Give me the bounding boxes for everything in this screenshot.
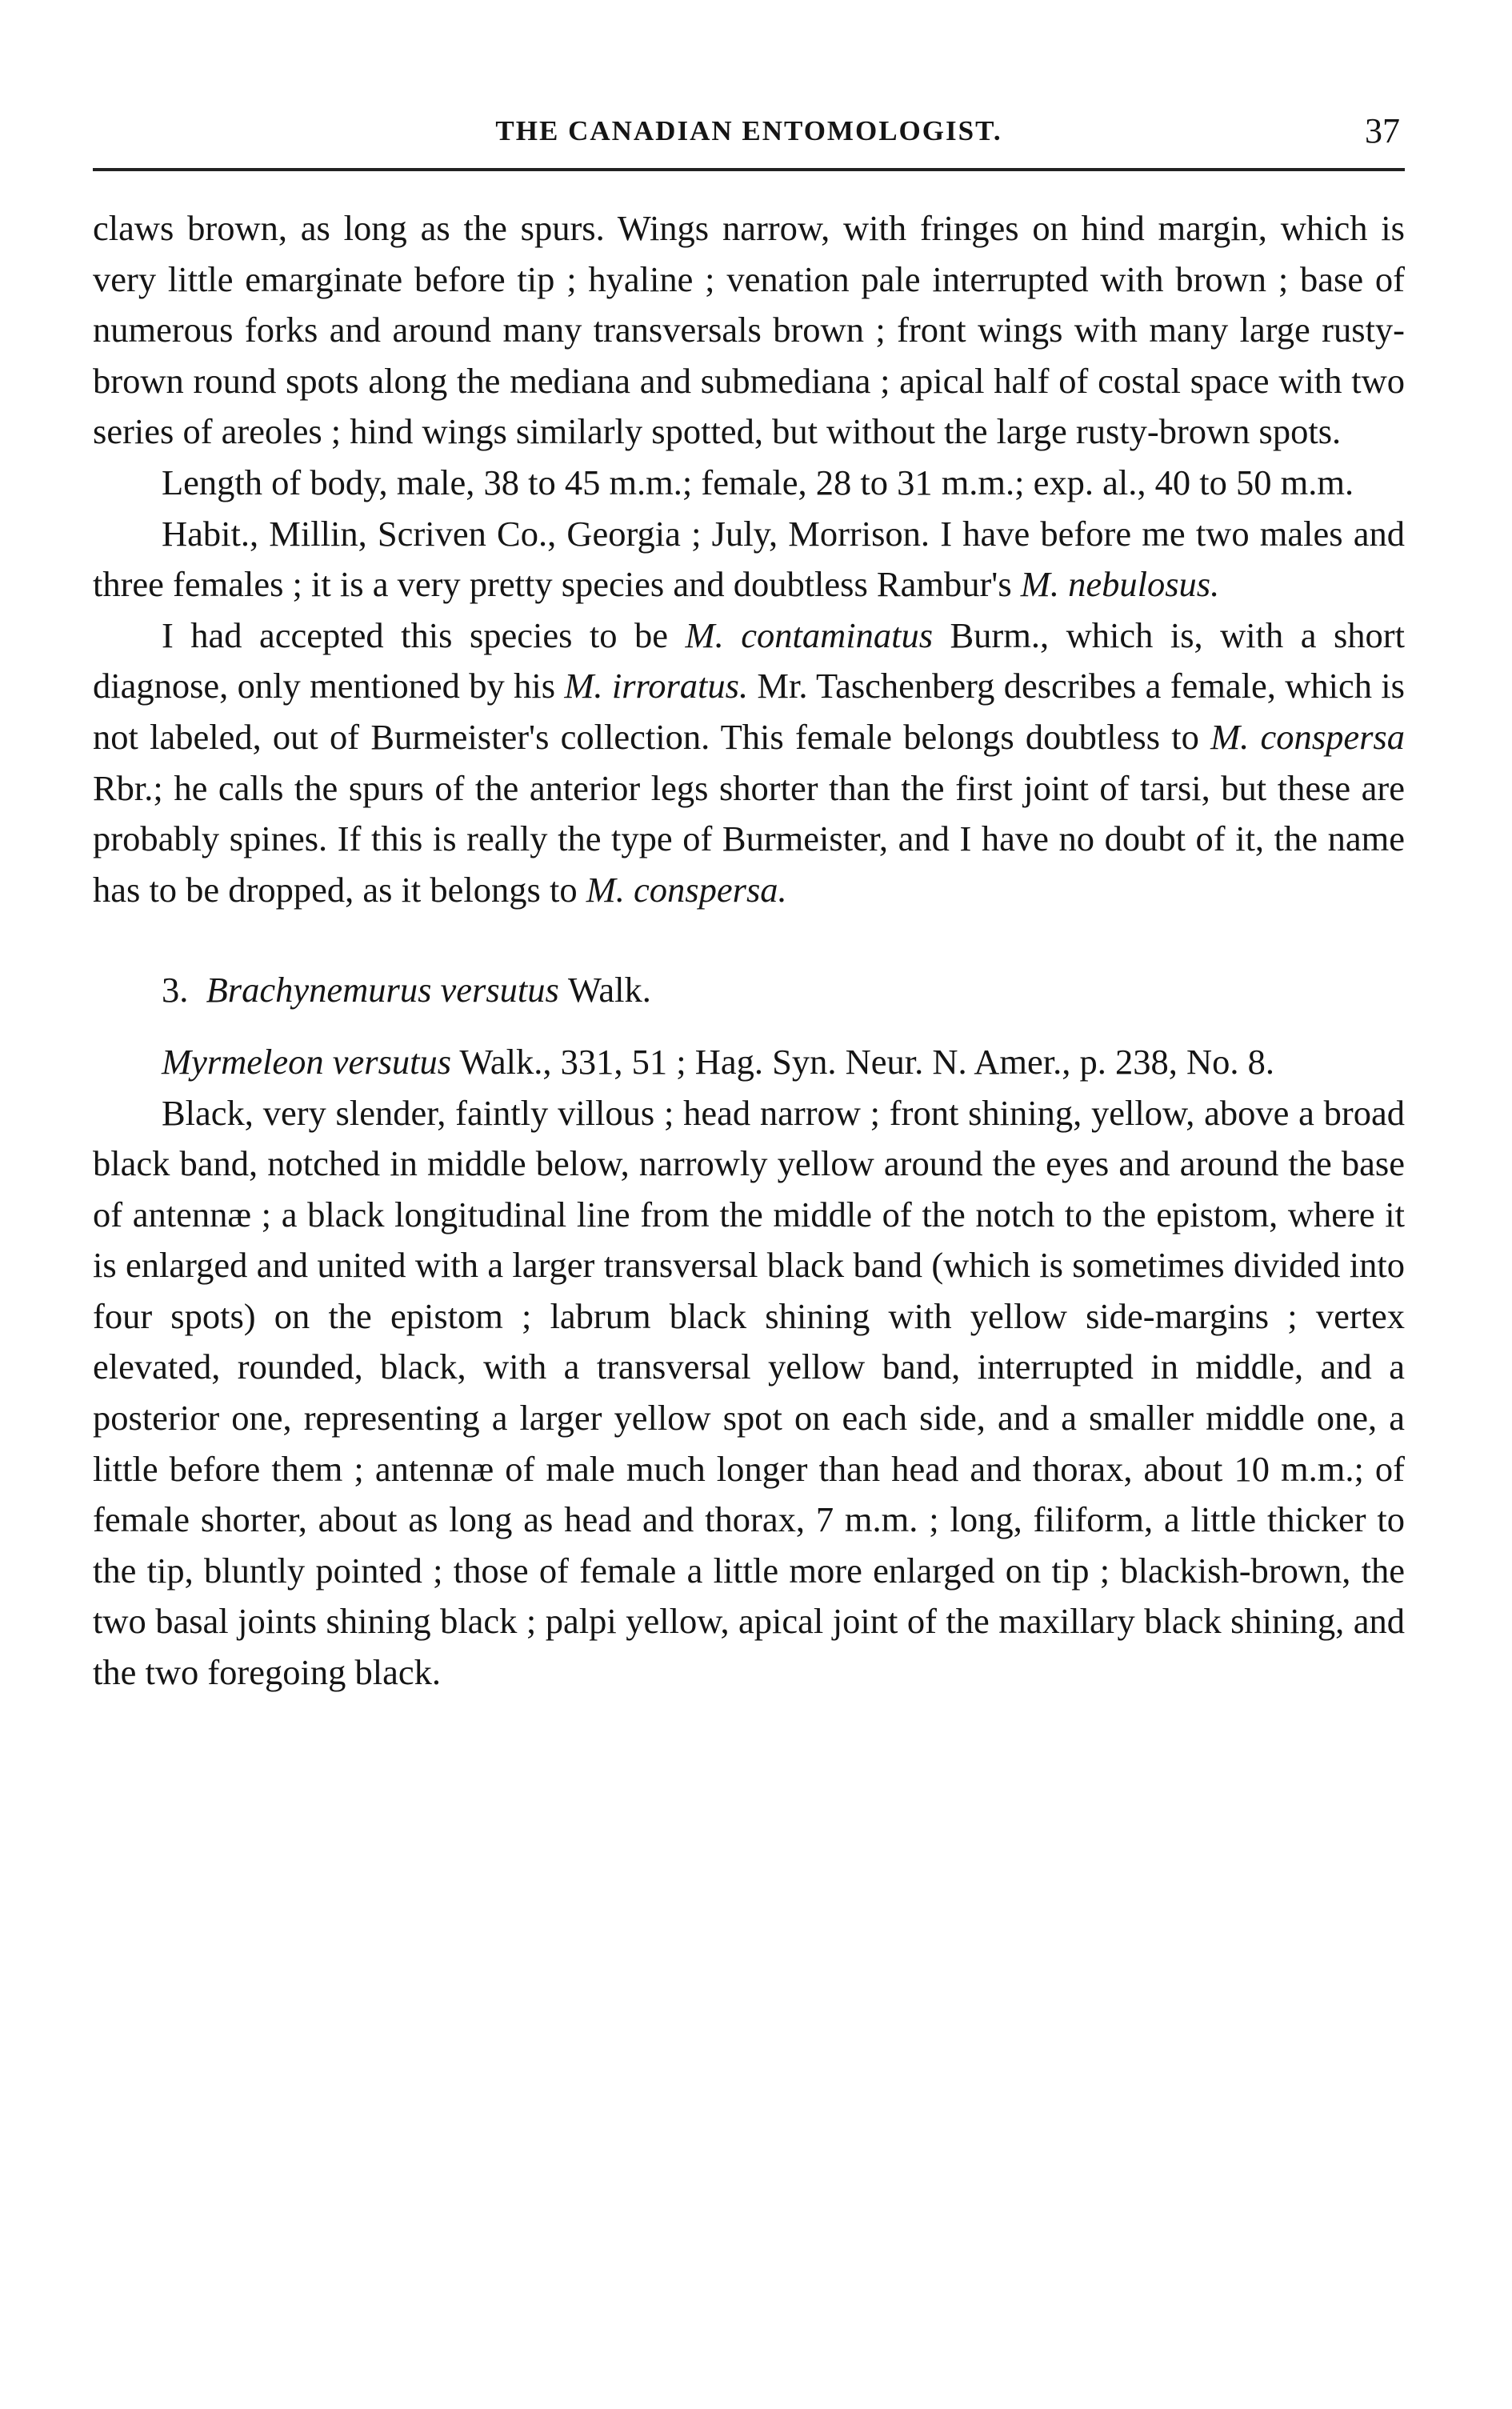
paragraph-measurements: Length of body, male, 38 to 45 m.m.; female, 28 to 31 m.m.; exp. al., 40 to 50 m.m. — [162, 462, 1354, 502]
discussion-text-1: I had accepted this species to be — [162, 614, 686, 655]
running-head — [93, 83, 1405, 157]
discussion-text-2: Burm., which is, with a short diagnose, only mentioned by his — [93, 614, 1405, 706]
synonym-name: Myrmeleon versutus — [162, 1041, 452, 1082]
synonymy-reference — [93, 1037, 1405, 1088]
species-heading — [93, 965, 1405, 1016]
species-name: Brachynemurus versutus — [206, 970, 559, 1010]
synonym-citation: Walk., 331, 51 ; Hag. Syn. Neur. N. Amer., p. 238, No. 8. — [451, 1041, 1275, 1082]
species-name-contaminatus: M. contaminatus — [685, 614, 934, 655]
discussion-text-4: Rbr.; he calls the spurs of the anterior legs shorter than the first joint of tarsi, but these are probably spines. If this is really the type of Burmeister, and I have no doubt of it, the name has to be dropped, as it belongs to — [93, 767, 1405, 910]
species-number: 3. — [162, 970, 189, 1010]
species-name-conspersa: M. conspersa — [1210, 716, 1405, 757]
page-number: 37 — [1365, 111, 1400, 150]
journal-title: THE CANADIAN ENTOMOLOGIST. — [495, 115, 1002, 146]
page — [93, 83, 1405, 1699]
paragraph-species-description: Black, very slender, faintly villous ; head narrow ; front shining, yellow, above a broad black band, notched in middle below, narrowly yellow around the eyes and around the base of antennæ ; a black longitudinal line from the middle of the notch to the epistom, where it is enlarged and united with a larger transversal black band (which is sometimes divided into four spots) on the epistom ; labrum black shining with yellow side-margins ; vertex elevated, rounded, black, with a transversal yellow band, interrupted in middle, and a posterior one, representing a larger yellow spot on each side, and a smaller middle one, a little before them ; antennæ of male much longer than head and thorax, about 10 m.m.; of female shorter, about as long as head and thorax, 7 m.m. ; long, filiform, a little thicker to the tip, bluntly pointed ; those of female a little more enlarged on tip ; blackish-brown, the two basal joints shining black ; palpi yellow, apical joint of the maxillary black shining, and the two foregoing black. — [93, 1092, 1405, 1693]
species-name-irroratus: M. irroratus. — [564, 666, 749, 706]
habitat-text: Habit., Millin, Scriven Co., Georgia ; July, Morrison. I have before me two males and three females ; it is a very pretty species and doubtless Rambur's — [93, 513, 1405, 605]
species-author: Walk. — [567, 970, 651, 1010]
species-name-nebulosus: M. nebulosus. — [1020, 564, 1220, 605]
paragraph-synonymy-discussion — [93, 610, 1405, 916]
paragraph-habitat — [93, 509, 1405, 610]
species-name-conspersa-final: M. conspersa. — [586, 869, 787, 910]
paragraph-continued-description: claws brown, as long as the spurs. Wings narrow, with fringes on hind margin, which is very little emarginate before tip ; hyaline ; venation pale interrupted with brown ; base of numerous forks and around many transversals brown ; front wings with many large rusty-brown round spots along the mediana and submediana ; apical half of costal space with two series of areoles ; hind wings similarly spotted, but without the large rusty-brown spots. — [93, 208, 1405, 452]
header-rule — [93, 168, 1405, 171]
discussion-text-3: Mr. Taschenberg describes a female, which is not labeled, out of Burmeister's collection. This female belongs doubtless to — [93, 666, 1405, 757]
